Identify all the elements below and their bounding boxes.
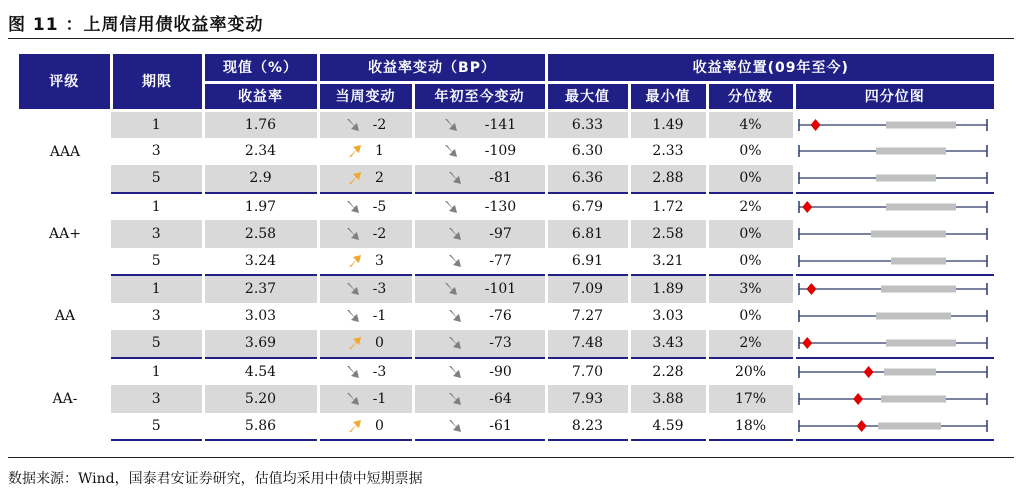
ytd-change-value: -141 — [484, 116, 517, 133]
term-cell: 3 — [111, 220, 203, 248]
quartile-plot-cell — [794, 303, 994, 331]
footer-rule — [8, 457, 1014, 458]
quartile-plot-cell — [794, 110, 994, 138]
down-arrow-icon — [345, 281, 361, 297]
rating-cell: AA+ — [19, 193, 111, 276]
table-row — [19, 330, 994, 358]
table-row — [19, 358, 994, 386]
weekly-change-value: 1 — [375, 143, 384, 160]
table-row — [19, 220, 994, 248]
weekly-change-value: -1 — [372, 308, 387, 325]
ytd-change-cell — [413, 330, 546, 358]
yield-cell: 3.69 — [203, 330, 318, 358]
header-min: 最小值 — [629, 82, 707, 110]
yield-cell: 5.86 — [203, 413, 318, 441]
quartile-plot — [796, 114, 995, 136]
term-cell: 3 — [111, 138, 203, 166]
weekly-change-cell — [318, 413, 413, 441]
header-yield: 收益率 — [203, 82, 318, 110]
yield-cell: 1.97 — [203, 193, 318, 221]
quartile-plot-cell — [794, 275, 994, 303]
quartile-plot-cell — [794, 165, 994, 193]
quartile-plot — [796, 361, 995, 383]
source-note: 数据来源：Wind，国泰君安证券研究，估值均采用中债中短期票据 — [8, 471, 423, 487]
ytd-change-value: -76 — [489, 308, 512, 325]
yield-cell: 2.37 — [203, 275, 318, 303]
table-row — [19, 248, 994, 276]
min-cell: 1.72 — [629, 193, 707, 221]
down-arrow-icon — [345, 308, 361, 324]
min-cell: 2.33 — [629, 138, 707, 166]
min-cell: 3.03 — [629, 303, 707, 331]
header-yield-position: 收益率位置(09年至今) — [546, 54, 994, 82]
weekly-change-cell — [318, 248, 413, 276]
ytd-change-cell — [413, 358, 546, 386]
weekly-change-cell — [318, 193, 413, 221]
weekly-change-cell — [318, 165, 413, 193]
max-cell: 7.93 — [546, 385, 629, 413]
header-current-value: 现值（%） — [203, 54, 318, 82]
min-cell: 2.58 — [629, 220, 707, 248]
ytd-change-value: -109 — [484, 143, 517, 160]
quartile-plot — [796, 250, 995, 272]
yield-cell: 2.9 — [203, 165, 318, 193]
ytd-change-cell — [413, 138, 546, 166]
down-arrow-icon — [443, 143, 459, 159]
min-cell: 3.88 — [629, 385, 707, 413]
percentile-cell: 0% — [707, 220, 794, 248]
max-cell: 6.91 — [546, 248, 629, 276]
header-quartile: 四分位图 — [794, 82, 994, 110]
percentile-cell: 0% — [707, 138, 794, 166]
ytd-change-value: -73 — [489, 335, 512, 352]
ytd-change-value: -81 — [489, 170, 512, 187]
rating-cell: AAA — [19, 110, 111, 193]
ytd-change-value: -90 — [489, 363, 512, 380]
min-cell: 4.59 — [629, 413, 707, 441]
down-arrow-icon — [443, 281, 459, 297]
min-cell: 1.89 — [629, 275, 707, 303]
max-cell: 7.27 — [546, 303, 629, 331]
down-arrow-icon — [443, 117, 459, 133]
rating-cell: AA — [19, 275, 111, 358]
down-arrow-icon — [447, 308, 463, 324]
term-cell: 1 — [111, 275, 203, 303]
quartile-plot — [796, 223, 995, 245]
table-row — [19, 138, 994, 166]
yield-cell: 4.54 — [203, 358, 318, 386]
weekly-change-value: -5 — [372, 198, 387, 215]
percentile-cell: 3% — [707, 275, 794, 303]
ytd-change-value: -97 — [489, 225, 512, 242]
max-cell: 6.30 — [546, 138, 629, 166]
percentile-cell: 4% — [707, 110, 794, 138]
max-cell: 7.09 — [546, 275, 629, 303]
ytd-change-cell — [413, 385, 546, 413]
weekly-change-cell — [318, 385, 413, 413]
term-cell: 5 — [111, 165, 203, 193]
term-cell: 3 — [111, 303, 203, 331]
min-cell: 1.49 — [629, 110, 707, 138]
table-row — [19, 385, 994, 413]
weekly-change-value: 3 — [375, 252, 384, 269]
ytd-change-value: -101 — [484, 281, 517, 298]
rating-cell: AA- — [19, 358, 111, 441]
max-cell: 6.79 — [546, 193, 629, 221]
yield-cell: 1.76 — [203, 110, 318, 138]
quartile-plot-cell — [794, 138, 994, 166]
ytd-change-value: -64 — [489, 390, 512, 407]
max-cell: 8.23 — [546, 413, 629, 441]
term-cell: 5 — [111, 413, 203, 441]
quartile-plot-cell — [794, 193, 994, 221]
ytd-change-cell — [413, 248, 546, 276]
percentile-cell: 17% — [707, 385, 794, 413]
weekly-change-value: 0 — [375, 417, 384, 434]
down-arrow-icon — [447, 253, 463, 269]
quartile-plot — [796, 278, 995, 300]
term-cell: 1 — [111, 110, 203, 138]
weekly-change-cell — [318, 275, 413, 303]
ytd-change-value: -130 — [484, 198, 517, 215]
max-cell: 7.48 — [546, 330, 629, 358]
weekly-change-value: -2 — [372, 116, 387, 133]
term-cell: 1 — [111, 193, 203, 221]
table-body — [19, 110, 994, 440]
down-arrow-icon — [345, 391, 361, 407]
table-row — [19, 193, 994, 221]
weekly-change-value: -3 — [372, 363, 387, 380]
quartile-plot — [796, 388, 995, 410]
weekly-change-value: 2 — [375, 170, 384, 187]
table-row — [19, 303, 994, 331]
table-row — [19, 275, 994, 303]
yield-cell: 3.03 — [203, 303, 318, 331]
percentile-cell: 2% — [707, 330, 794, 358]
ytd-change-cell — [413, 165, 546, 193]
weekly-change-value: -3 — [372, 281, 387, 298]
header-weekly-change: 当周变动 — [318, 82, 413, 110]
quartile-plot — [796, 332, 995, 354]
min-cell: 2.88 — [629, 165, 707, 193]
figure-title: 图 11 ：上周信用债收益率变动 — [8, 15, 264, 35]
term-cell: 3 — [111, 385, 203, 413]
up-arrow-icon — [347, 335, 363, 351]
title-rule — [8, 38, 1014, 39]
quartile-plot-cell — [794, 413, 994, 441]
max-cell: 6.36 — [546, 165, 629, 193]
table-row — [19, 413, 994, 441]
max-cell: 7.70 — [546, 358, 629, 386]
weekly-change-cell — [318, 330, 413, 358]
down-arrow-icon — [345, 199, 361, 215]
header-term: 期限 — [111, 54, 203, 110]
header-percentile: 分位数 — [707, 82, 794, 110]
down-arrow-icon — [447, 170, 463, 186]
weekly-change-cell — [318, 138, 413, 166]
header-rating: 评级 — [19, 54, 111, 110]
max-cell: 6.33 — [546, 110, 629, 138]
down-arrow-icon — [443, 199, 459, 215]
quartile-plot-cell — [794, 220, 994, 248]
ytd-change-cell — [413, 275, 546, 303]
up-arrow-icon — [347, 143, 363, 159]
ytd-change-value: -61 — [489, 417, 512, 434]
weekly-change-value: 0 — [375, 335, 384, 352]
quartile-plot — [796, 305, 995, 327]
percentile-cell: 2% — [707, 193, 794, 221]
down-arrow-icon — [447, 391, 463, 407]
percentile-cell: 0% — [707, 165, 794, 193]
ytd-change-cell — [413, 110, 546, 138]
down-arrow-icon — [447, 418, 463, 434]
down-arrow-icon — [345, 117, 361, 133]
quartile-plot-cell — [794, 358, 994, 386]
percentile-cell: 18% — [707, 413, 794, 441]
table-row — [19, 165, 994, 193]
quartile-plot-cell — [794, 248, 994, 276]
percentile-cell: 0% — [707, 303, 794, 331]
yield-cell: 2.58 — [203, 220, 318, 248]
quartile-plot — [796, 167, 995, 189]
quartile-plot — [796, 140, 995, 162]
header-max: 最大值 — [546, 82, 629, 110]
max-cell: 6.81 — [546, 220, 629, 248]
up-arrow-icon — [347, 253, 363, 269]
quartile-plot-cell — [794, 330, 994, 358]
yield-cell: 2.34 — [203, 138, 318, 166]
ytd-change-cell — [413, 193, 546, 221]
down-arrow-icon — [345, 226, 361, 242]
quartile-plot-cell — [794, 385, 994, 413]
percentile-cell: 0% — [707, 248, 794, 276]
yield-cell: 5.20 — [203, 385, 318, 413]
up-arrow-icon — [347, 170, 363, 186]
header-ytd-change: 年初至今变动 — [413, 82, 546, 110]
weekly-change-cell — [318, 110, 413, 138]
down-arrow-icon — [447, 364, 463, 380]
weekly-change-value: -2 — [372, 225, 387, 242]
credit-bond-yield-table — [19, 54, 994, 441]
percentile-cell: 20% — [707, 358, 794, 386]
ytd-change-cell — [413, 413, 546, 441]
quartile-plot — [796, 196, 995, 218]
weekly-change-cell — [318, 303, 413, 331]
weekly-change-value: -1 — [372, 390, 387, 407]
table-row — [19, 110, 994, 138]
yield-cell: 3.24 — [203, 248, 318, 276]
weekly-change-cell — [318, 358, 413, 386]
up-arrow-icon — [347, 418, 363, 434]
min-cell: 3.43 — [629, 330, 707, 358]
min-cell: 2.28 — [629, 358, 707, 386]
ytd-change-value: -77 — [489, 252, 512, 269]
weekly-change-cell — [318, 220, 413, 248]
min-cell: 3.21 — [629, 248, 707, 276]
ytd-change-cell — [413, 220, 546, 248]
term-cell: 5 — [111, 330, 203, 358]
header-yield-change: 收益率变动（BP） — [318, 54, 546, 82]
term-cell: 1 — [111, 358, 203, 386]
down-arrow-icon — [447, 335, 463, 351]
term-cell: 5 — [111, 248, 203, 276]
down-arrow-icon — [447, 226, 463, 242]
quartile-plot — [796, 415, 995, 437]
down-arrow-icon — [345, 364, 361, 380]
ytd-change-cell — [413, 303, 546, 331]
